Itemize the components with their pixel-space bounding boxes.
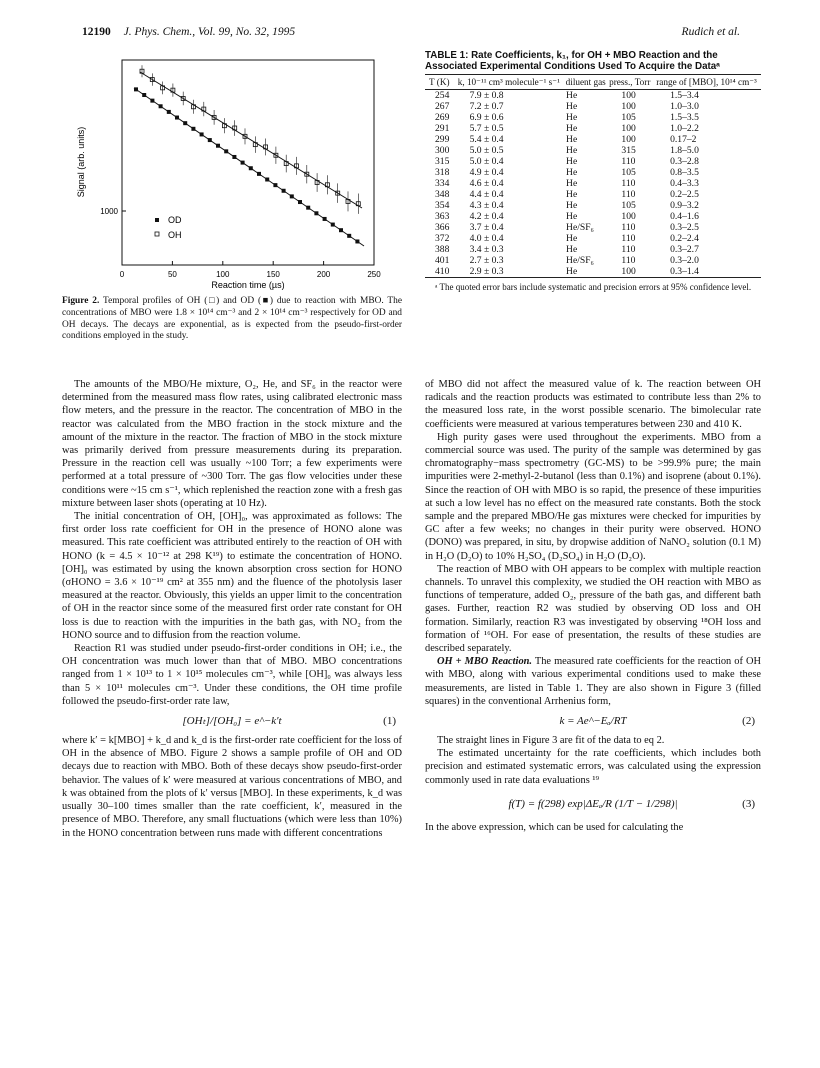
table-cell: 0.3–2.8 (670, 156, 699, 167)
od-point (339, 228, 343, 232)
table-cell: 401 (435, 255, 450, 266)
legend-od-label: OD (168, 215, 182, 225)
table-cell: 7.2 ± 0.7 (469, 101, 504, 112)
table-cell: 388 (435, 244, 450, 255)
od-point (257, 172, 261, 176)
table-cell: He (566, 145, 578, 156)
table-cell: He (566, 189, 578, 200)
table-cell: 3.4 ± 0.3 (469, 244, 504, 255)
table-cell: He (566, 178, 578, 189)
table-cell: 5.7 ± 0.5 (469, 123, 504, 134)
od-point (159, 104, 163, 108)
caption-label: Figure 2. (62, 296, 100, 306)
x-tick-label: 150 (266, 270, 280, 279)
table-row (425, 255, 761, 266)
table-cell: He (566, 167, 578, 178)
table-cell: He (566, 90, 578, 101)
paragraph (425, 655, 761, 708)
od-point (347, 234, 351, 238)
od-point (183, 121, 187, 125)
equation-3-number: (3) (742, 797, 755, 810)
od-point (216, 144, 220, 148)
table-cell: He (566, 244, 578, 255)
table-row (425, 156, 761, 167)
equation-2-body: k = Ae^−Eₐ/RT (559, 715, 627, 728)
running-header (82, 26, 740, 42)
table-cell: 1.0–2.2 (670, 123, 699, 134)
table-row (425, 90, 761, 102)
od-point (232, 155, 236, 159)
table-cell: 0.3–2.0 (670, 255, 699, 266)
table-cell: He (566, 112, 578, 123)
table-cell: 299 (435, 134, 450, 145)
col-range: range of [MBO], 10¹⁴ cm⁻³ (652, 75, 761, 90)
table-cell: 110 (621, 233, 636, 244)
table-cell: 291 (435, 123, 450, 134)
table-cell: 0.3–1.4 (652, 266, 761, 278)
table-cell: 267 (435, 101, 450, 112)
paragraph: The initial concentration of OH, [OH]₀, was approximated as follows: The first order loss rate coefficient for OH in the presence of HONO alone was measured. This rate coefficient was attributed entirely to the reaction of OH with HONO (k = 4.5 × 10⁻¹² at 298 K¹⁹) to estimate the concentration of HONO. [OH]₀ was estimated by using the known absorption cross section for HONO (σHONO = 3.6 × 10⁻¹⁹ cm² at 355 nm) and the fluence of the photolysis laser measured at the reactor. Obviously, this yields an upper limit to the concentration of OH in the reactor since some of the measured first order rate constant for OH loss is due to reaction with the impurities in the bath gas, with NO₂ from the HONO source and to diffusion from the reaction volume. (62, 511, 402, 641)
table-cell: 110 (621, 255, 636, 266)
rate-table (425, 74, 761, 278)
od-point (167, 110, 171, 114)
table-cell: 110 (621, 244, 636, 255)
od-point (241, 161, 245, 165)
paragraph: The reaction of MBO with OH appears to be complex with multiple reaction channels. To unravel this complexity, we studied the OH reaction with MBO as functions of temperature, added O₂, pressure of the bath gas, and different bath gases. Further, reaction R2 was studied by observing OD loss and OH formation. Similarly, reaction R3 was investigated by observing ¹⁸OH loss and formation of ¹⁶OH. For ease of presentation, the results of these studies are described separately. (425, 563, 761, 655)
table-cell: 2.7 ± 0.3 (469, 255, 504, 266)
equation-2-number: (2) (742, 715, 755, 728)
table-cell: 4.3 ± 0.4 (469, 200, 504, 211)
legend-od-marker (155, 218, 159, 222)
table-cell: 363 (435, 211, 450, 222)
section-heading: OH + MBO Reaction. (437, 656, 533, 668)
od-point (175, 116, 179, 120)
table-cell: 366 (435, 222, 450, 233)
table-cell: He (566, 156, 578, 167)
od-point (150, 99, 154, 103)
table-cell: 110 (621, 189, 636, 200)
table-cell: 7.9 ± 0.8 (469, 90, 504, 101)
paragraph: The amounts of the MBO/He mixture, O₂, He, and SF₆ in the reactor were determined from the measured mass flow rates, using calibrated electronic mass flow meters, and the pressure in the reactor. The concentration of MBO in the reactor was calculated from the MBO fraction in the stock mixture and the amount of the mixture in the reactor. The fraction of MBO in the stock mixture was primarily derived from pressure measurements during its preparation. Pressure in the reaction cell was usually ~100 Torr; a few experiments were performed at a total pressure of ~300 Torr. The gas flow velocities under these conditions were ~15 cm s⁻¹, which replenished the reaction zone with a fresh gas mixture between laser shots (operating at 10 Hz). (62, 379, 402, 509)
table-cell: 100 (607, 266, 652, 278)
table-cell: 105 (621, 200, 636, 211)
equation-1-number: (1) (383, 715, 396, 728)
od-point (290, 194, 294, 198)
table-cell: 5.0 ± 0.5 (469, 145, 504, 156)
od-point (273, 183, 277, 187)
table-cell: 0.9–3.2 (670, 200, 699, 211)
table-body (425, 90, 761, 278)
table-cell: 100 (621, 134, 636, 145)
table-cell: 1.8–5.0 (670, 145, 699, 156)
od-point (265, 178, 269, 182)
table-row (425, 123, 761, 134)
table-row (425, 145, 761, 156)
x-tick-label: 250 (367, 270, 381, 279)
table-cell: 1.5–3.4 (670, 90, 699, 101)
x-tick-label: 0 (119, 270, 125, 279)
table-cell: 0.17–2 (670, 134, 697, 145)
table-cell: 1.5–3.5 (670, 112, 699, 123)
col-T: T (K) (425, 75, 454, 90)
col-press: press., Torr (607, 75, 652, 90)
od-point (355, 239, 359, 243)
table-cell: 100 (621, 90, 636, 101)
x-axis-label: Reaction time (µs) (211, 280, 285, 290)
table-row (425, 134, 761, 145)
table-cell: He/SF₆ (566, 255, 594, 266)
left-column (62, 378, 402, 840)
paragraph: where k′ = k[MBO] + k_d and k_d is the first-order rate coefficient for the loss of OH in the absence of MBO. Figure 2 shows a sample profile of OH and OD decays due to reaction with MBO. Both of these decays show pseudo-first-order behavior. The values of k′ were measured at various concentrations of MBO, and k was obtained from the plots of k′ versus [MBO]. In these experiments, k_d was usually 30–100 times smaller than the rate coefficient, k′, measured in the presence of MBO. Therefore, any small fluctuations (which were less than 10%) in the HONO concentration between runs made with different concentrations (62, 735, 402, 839)
table-row (425, 266, 761, 278)
table-cell: He/SF₆ (566, 222, 594, 233)
paragraph: In the above expression, which can be used for calculating the (425, 821, 684, 833)
table-cell: He (566, 101, 578, 112)
od-point (142, 93, 146, 97)
table-cell: 0.3–2.7 (670, 244, 699, 255)
table-cell: 6.9 ± 0.6 (469, 112, 504, 123)
page-number: 12190 (82, 26, 111, 38)
table-cell: 110 (621, 178, 636, 189)
od-point (306, 206, 310, 210)
table-cell: 300 (435, 145, 450, 156)
paragraph: of MBO did not affect the measured value of k. The reaction between OH radicals and the reaction products was estimated to contribute less than 2% to the measured loss rate, in the worst possible scenario. The bimolecular rate coefficients were measured at various temperatures between 230 and 410 K. (425, 379, 761, 430)
table-cell: 105 (621, 167, 636, 178)
equation-1 (62, 708, 402, 734)
table-cell: 5.0 ± 0.4 (469, 156, 504, 167)
table-cell: He (566, 123, 578, 134)
legend-oh-marker (155, 232, 159, 236)
equation-3-body: f(T) = f(298) exp|ΔEₐ/R (1/T − 1/298)| (508, 797, 678, 810)
table-row (425, 211, 761, 222)
equation-1-body: [OHₜ]/[OH₀] = e^−k′t (182, 715, 282, 728)
table-cell: 254 (435, 90, 450, 101)
od-point (208, 138, 212, 142)
table-cell: He (566, 211, 578, 222)
journal-citation: J. Phys. Chem., Vol. 99, No. 32, 1995 (123, 26, 296, 38)
table-cell: 100 (621, 123, 636, 134)
table-cell: 110 (621, 156, 636, 167)
table-cell: 334 (435, 178, 450, 189)
paragraph: Reaction R1 was studied under pseudo-first-order conditions in OH; i.e., the OH concentration was much lower than that of MBO. MBO concentrations ranged from 1 × 10¹³ to 1 × 10¹⁵ molecules cm⁻³, while [OH]₀ was always less than 5 × 10¹¹ molecules cm⁻³. Under these conditions, the OH time profile followed the pseudo-first-order rate law, (62, 643, 402, 707)
right-column (425, 378, 761, 834)
table-cell: He (566, 200, 578, 211)
table-cell: 4.4 ± 0.4 (469, 189, 504, 200)
table-row (425, 233, 761, 244)
od-point (191, 127, 195, 131)
table-cell: 1.0–3.0 (670, 101, 699, 112)
table-cell: 4.6 ± 0.4 (469, 178, 504, 189)
table-row (425, 112, 761, 123)
paragraph: High purity gases were used throughout the experiments. MBO from a commercial source was used. The purity of the sample was determined by gas chromatography−mass spectrometry (GC-MS) to be >99.9% pure; the main impurities were 2-methyl-2-butanol (less than 0.1%) and isoprene (about 0.1%). Since the reaction of OH with MBO is so rapid, the presence of these impurities at such a low level has no effect on the measured rate constants. Both the stock sample and the prepared MBO/He gas mixtures were checked for impurities by GC after a few weeks; no changes in their purity were observed. HONO (DONO) was prepared, in situ, by dropwise addition of NaNO₂ solution (0.1 M) in H₂O (D₂O) to 10% H₂SO₄ (D₂SO₄) in H₂O (D₂O). (425, 431, 761, 562)
table-cell: 315 (621, 145, 636, 156)
table-row (425, 200, 761, 211)
y-tick-label: 1000 (100, 207, 118, 216)
table-cell: 3.7 ± 0.4 (469, 222, 504, 233)
table-cell: 100 (621, 211, 636, 222)
table-cell: 410 (425, 266, 454, 278)
od-point (314, 211, 318, 215)
table-cell: 0.3–2.5 (670, 222, 699, 233)
col-k: k, 10⁻¹¹ cm³ molecule⁻¹ s⁻¹ (454, 75, 564, 90)
legend-oh-label: OH (168, 230, 182, 240)
table-row (425, 101, 761, 112)
od-point (331, 223, 335, 227)
table-cell: 100 (621, 101, 636, 112)
equation-2 (425, 708, 761, 734)
od-point (249, 166, 253, 170)
table-cell: 269 (435, 112, 450, 123)
table-footnote: ᵃ The quoted error bars include systematic and precision errors at 95% confidence level. (435, 282, 752, 292)
x-tick-label: 50 (167, 270, 177, 279)
od-point (323, 217, 327, 221)
x-tick-label: 200 (316, 270, 331, 279)
paragraph: The straight lines in Figure 3 are fit of the data to eq 2. (437, 735, 665, 747)
od-point (282, 189, 286, 193)
table-title: TABLE 1: Rate Coefficients, k₁, for OH + MBO Reaction and the Associated Experimental Conditions Used To Acquire the Dataᵃ (425, 50, 720, 72)
table-cell: 0.8–3.5 (670, 167, 699, 178)
table-cell: 4.2 ± 0.4 (469, 211, 504, 222)
table-row (425, 244, 761, 255)
od-point (134, 87, 138, 91)
paragraph-text: The measured rate coefficients for the reaction of OH with MBO, along with various experimental conditions used to make these measurements, are listed in Table 1. They are also shown in Figure 3 (filled squares) in the conventional Arrhenius form, (425, 656, 761, 707)
table-cell: 110 (621, 222, 636, 233)
paragraph: The estimated uncertainty for the rate coefficients, which includes both precision and estimated systematic errors, was calculated using the expression commonly used in rate data evaluations ¹⁹ (425, 748, 761, 786)
table-cell: 5.4 ± 0.4 (469, 134, 504, 145)
table-cell: 354 (435, 200, 450, 211)
x-tick-label: 100 (216, 270, 230, 279)
table-cell: 4.0 ± 0.4 (469, 233, 504, 244)
table-cell: He (566, 233, 578, 244)
plot-frame (122, 60, 374, 265)
table-cell: 315 (435, 156, 450, 167)
table-cell: 2.9 ± 0.3 (454, 266, 564, 278)
table-cell: 4.9 ± 0.4 (469, 167, 504, 178)
running-authors: Rudich et al. (681, 26, 740, 38)
y-axis-label: Signal (arb. units) (76, 126, 86, 198)
figure-2-plot (62, 50, 402, 290)
od-point (224, 149, 228, 153)
table-row (425, 189, 761, 200)
x-ticks (120, 261, 381, 279)
col-diluent: diluent gas (564, 75, 607, 90)
od-point (298, 200, 302, 204)
table-cell: 0.4–3.3 (670, 178, 699, 189)
table-row (425, 222, 761, 233)
equation-3 (425, 787, 761, 821)
table-cell: He (566, 134, 578, 145)
table-cell: 0.4–1.6 (670, 211, 699, 222)
table-cell: 318 (435, 167, 450, 178)
od-point (200, 132, 204, 136)
table-cell: He (564, 266, 607, 278)
table-cell: 0.2–2.5 (670, 189, 699, 200)
table-cell: 348 (435, 189, 450, 200)
table-1 (425, 50, 761, 293)
caption-text: Temporal profiles of OH (□) and OD (■) due to reaction with MBO. The concentrations of MBO were 1.8 × 10¹⁴ cm⁻³ and 2 × 10¹⁴ cm⁻³ respectively for OD and OH decays. The decays are exponential, as is expected from the pseudo-first-order conditions employed in the study. (62, 296, 402, 342)
table-row (425, 167, 761, 178)
figure-2-caption (62, 296, 402, 343)
table-row (425, 178, 761, 189)
table-cell: 105 (621, 112, 636, 123)
table-cell: 0.2–2.4 (670, 233, 699, 244)
table-cell: 372 (435, 233, 450, 244)
